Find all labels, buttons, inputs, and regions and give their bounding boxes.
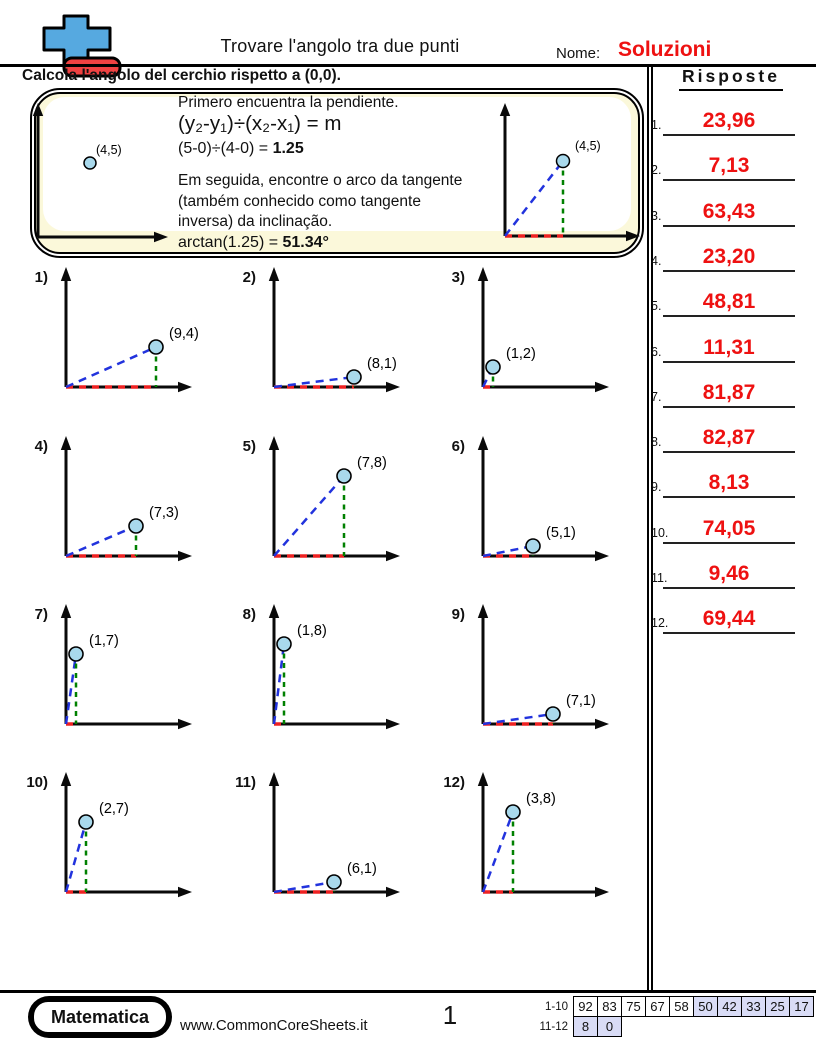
answer-blank-line <box>663 179 795 181</box>
problem-graph <box>262 265 467 410</box>
x-axis-arrow-icon <box>595 887 609 897</box>
y-axis-arrow-icon <box>478 604 488 618</box>
point-label: (7,8) <box>357 455 387 471</box>
slope-line <box>66 822 86 892</box>
y-axis-arrow-icon <box>269 267 279 281</box>
score-cell: 17 <box>790 997 814 1017</box>
x-axis-arrow-icon <box>595 551 609 561</box>
answer-number: 3. <box>651 208 662 223</box>
answer-blank-line <box>663 542 795 544</box>
subject-badge <box>28 996 172 1038</box>
answer-value: 48,81 <box>702 290 756 314</box>
x-axis-arrow-icon <box>386 382 400 392</box>
score-cell: 83 <box>598 997 622 1017</box>
problem-graph <box>262 434 467 579</box>
x-axis-arrow-icon <box>154 232 168 242</box>
point-label: (7,3) <box>149 505 179 521</box>
y-axis-arrow-icon <box>61 772 71 786</box>
slope-line <box>483 812 513 892</box>
x-axis-arrow-icon <box>386 887 400 897</box>
point-dot <box>84 157 96 169</box>
answer-value: 63,43 <box>702 199 756 223</box>
subject-badge-label: Matematica <box>32 1000 168 1034</box>
answer-number: 1. <box>651 118 662 132</box>
y-axis-arrow-icon <box>61 267 71 281</box>
answer-value: 23,96 <box>702 109 756 132</box>
slope-line <box>66 526 136 556</box>
answer-value: 7,13 <box>708 154 750 178</box>
answer-blank-line <box>663 406 795 408</box>
x-axis-arrow-icon <box>178 887 192 897</box>
problem-graph <box>262 770 467 915</box>
y-axis-arrow-icon <box>478 436 488 450</box>
y-axis-arrow-icon <box>33 103 43 116</box>
answer-blank-line <box>663 361 795 363</box>
answer-number: 9. <box>651 480 662 495</box>
answer-number: 10. <box>651 525 669 540</box>
point-label: (5,1) <box>546 525 576 541</box>
x-axis-arrow-icon <box>178 382 192 392</box>
point-label: (4,5) <box>575 139 601 153</box>
point-dot <box>557 155 570 168</box>
problem-number: 11) <box>235 774 256 791</box>
slope-line <box>505 161 563 236</box>
point-dot <box>546 707 560 721</box>
problem-graph <box>262 602 467 747</box>
problem-number: 1) <box>34 269 48 286</box>
score-row-label: 1-10 <box>544 1000 568 1013</box>
answers-title: Risposte <box>679 66 783 91</box>
example-calculation: (5-0)÷(4-0) = 1.25 <box>178 140 304 157</box>
x-axis-arrow-icon <box>178 551 192 561</box>
name-label: Nome: <box>556 45 601 62</box>
score-cell: 0 <box>598 1017 622 1037</box>
score-cell: 75 <box>622 997 646 1017</box>
score-row-label: 11-12 <box>539 1020 568 1033</box>
point-dot <box>69 647 83 661</box>
point-dot <box>506 805 520 819</box>
answer-number: 12. <box>651 616 669 631</box>
answer-value: 8,13 <box>708 471 750 495</box>
slope-line <box>274 476 344 556</box>
problem-graph <box>471 770 676 915</box>
point-label: (2,7) <box>99 801 129 817</box>
problem-number: 9) <box>451 606 465 623</box>
problem-graph <box>471 602 676 747</box>
problem-graph <box>54 434 259 579</box>
answer-blank-line <box>663 451 795 453</box>
point-dot <box>277 637 291 651</box>
point-dot <box>526 539 540 553</box>
answer-value: 9,46 <box>708 562 750 585</box>
point-label: (9,4) <box>169 326 199 342</box>
answer-number: 4. <box>651 253 662 268</box>
score-cell: 50 <box>694 997 718 1017</box>
problem-graph <box>471 265 676 410</box>
slope-line <box>66 347 156 387</box>
x-axis-arrow-icon <box>386 551 400 561</box>
answers-header <box>656 66 806 91</box>
problem-number: 6) <box>451 438 465 455</box>
solutions-label: Soluzioni <box>618 38 712 61</box>
footer-rule <box>0 990 816 993</box>
example-arctan: arctan(1.25) = 51.34° <box>178 234 329 251</box>
y-axis-arrow-icon <box>478 772 488 786</box>
answer-number: 8. <box>651 435 662 450</box>
point-label: (6,1) <box>347 861 377 877</box>
problem-graph <box>54 265 259 410</box>
problem-number: 7) <box>34 606 48 623</box>
answer-value: 11,31 <box>703 335 755 359</box>
point-dot <box>129 519 143 533</box>
page-title: Trovare l'angolo tra due punti <box>220 36 460 56</box>
answer-blank-line <box>663 587 795 589</box>
point-dot <box>347 370 361 384</box>
score-cell: 25 <box>766 997 790 1017</box>
answer-number: 5. <box>651 299 662 314</box>
point-label: (1,2) <box>506 346 536 362</box>
example-formula: (y₂-y₁)÷(x₂-x₁) = m <box>178 112 342 135</box>
x-axis-arrow-icon <box>595 382 609 392</box>
score-cell: 58 <box>670 997 694 1017</box>
score-cell: 67 <box>646 997 670 1017</box>
score-cell: 92 <box>574 997 598 1017</box>
example-intro: Primero encuentra la pendiente. <box>178 94 399 111</box>
point-label: (7,1) <box>566 693 596 709</box>
y-axis-arrow-icon <box>61 436 71 450</box>
answer-blank-line <box>663 134 795 136</box>
point-dot <box>149 340 163 354</box>
point-dot <box>486 360 500 374</box>
answer-value: 81,87 <box>702 380 756 404</box>
x-axis-arrow-icon <box>178 719 192 729</box>
answer-number: 7. <box>651 389 662 404</box>
problem-number: 8) <box>242 606 256 623</box>
y-axis-arrow-icon <box>269 604 279 618</box>
problem-number: 4) <box>34 438 48 455</box>
answer-blank-line <box>663 225 795 227</box>
answer-number: 6. <box>651 344 662 359</box>
answer-value: 82,87 <box>702 426 756 450</box>
answer-blank-line <box>663 632 795 634</box>
point-label: (1,7) <box>89 633 119 649</box>
y-axis-arrow-icon <box>269 772 279 786</box>
x-axis-arrow-icon <box>386 719 400 729</box>
problem-number: 3) <box>451 269 465 286</box>
answer-blank-line <box>663 315 795 317</box>
example-plain-graph <box>30 94 180 244</box>
point-dot <box>327 875 341 889</box>
example-body-line: inversa) da inclinação. <box>178 213 333 230</box>
website-url: www.CommonCoreSheets.it <box>180 1017 368 1034</box>
answer-blank-line <box>663 496 795 498</box>
point-label: (1,8) <box>297 623 327 639</box>
answer-blank-line <box>663 270 795 272</box>
x-axis-arrow-icon <box>595 719 609 729</box>
score-cell: 42 <box>718 997 742 1017</box>
problem-graph <box>54 602 259 747</box>
point-label: (3,8) <box>526 791 556 807</box>
score-cell: 8 <box>574 1017 598 1037</box>
problem-number: 12) <box>443 774 465 791</box>
y-axis-arrow-icon <box>500 103 510 116</box>
point-dot <box>79 815 93 829</box>
page-number: 1 <box>442 1000 458 1030</box>
instruction-text: Calcola l'angolo del cerchio rispetto a (0,0). <box>22 67 341 84</box>
problem-number: 2) <box>242 269 256 286</box>
x-axis-arrow-icon <box>626 231 640 241</box>
answer-value: 74,05 <box>702 516 756 540</box>
example-body-line: (também conhecido como tangente <box>178 192 421 210</box>
answer-number: 11. <box>651 571 668 585</box>
point-dot <box>337 469 351 483</box>
y-axis-arrow-icon <box>478 267 488 281</box>
y-axis-arrow-icon <box>61 604 71 618</box>
problem-graph <box>471 434 676 579</box>
score-cell: 33 <box>742 997 766 1017</box>
score-table <box>524 996 814 1037</box>
example-body-line: Em seguida, encontre o arco da tangente <box>178 172 463 189</box>
problem-number: 5) <box>242 438 256 455</box>
point-label: (8,1) <box>367 356 397 372</box>
y-axis-arrow-icon <box>269 436 279 450</box>
answer-number: 2. <box>651 163 662 178</box>
problem-number: 10) <box>26 774 48 791</box>
answer-value: 69,44 <box>702 607 756 631</box>
problem-graph <box>54 770 259 915</box>
answer-value: 23,20 <box>702 244 756 268</box>
point-label: (4,5) <box>96 143 122 157</box>
example-solved-graph <box>468 94 646 244</box>
